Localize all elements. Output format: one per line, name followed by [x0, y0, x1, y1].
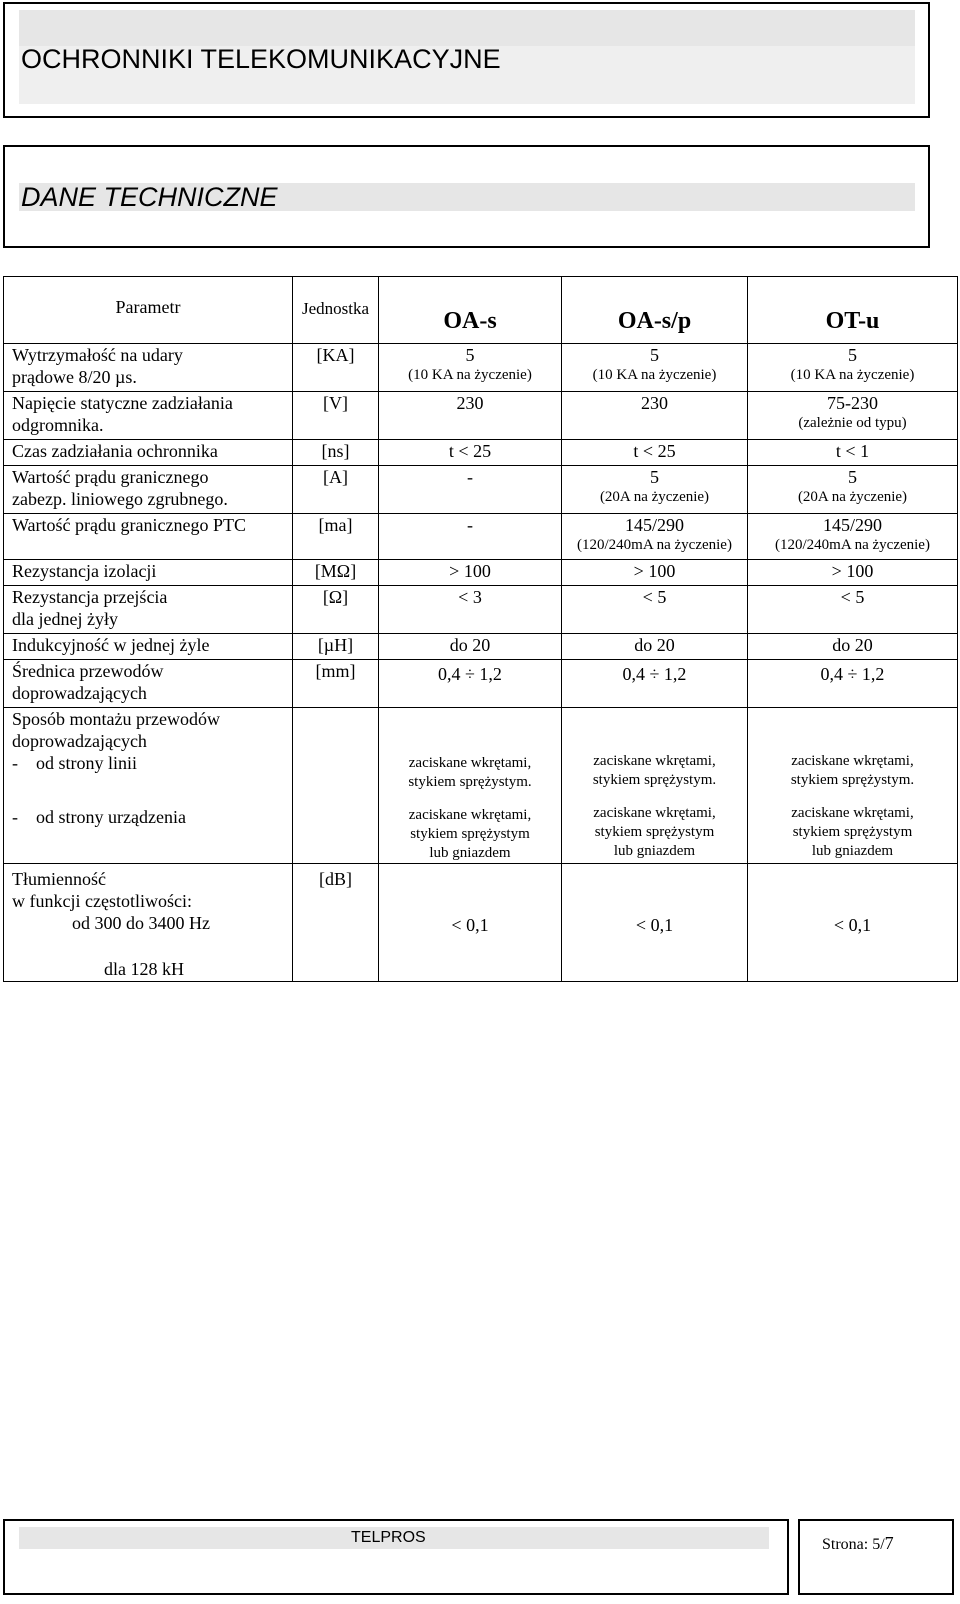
row-label: Średnica przewodów: [12, 661, 164, 681]
note-ot-u: (10 KA na życzenie): [790, 367, 915, 383]
title-band: [19, 10, 915, 46]
row-label: Tłumienność: [12, 869, 106, 889]
header-ot-u: OT-u: [825, 308, 880, 334]
row-unit: [dB]: [319, 869, 352, 889]
table-row: [4, 660, 958, 708]
row-label: Czas zadziałania ochronnika: [12, 441, 218, 461]
page-label: Strona: 5/: [822, 1536, 885, 1553]
value-ot-u: zaciskane wkrętami,: [791, 804, 914, 821]
value-oa-s-p: > 100: [633, 561, 676, 581]
value-oa-s-line2: stykiem sprężystym.: [408, 774, 532, 790]
value-oa-s-p: 5: [650, 467, 659, 487]
note-oa-s-p: (120/240mA na życzenie): [577, 537, 732, 553]
table-row: [4, 864, 958, 982]
value-oa-s-p: zaciskane wkrętami,: [593, 753, 716, 769]
value-oa-s-p-line3: lub gniazdem: [613, 842, 696, 859]
footer-company: TELPROS: [351, 1529, 426, 1546]
table-row: [4, 392, 958, 440]
value-ot-u: 145/290: [822, 515, 882, 535]
value-ot-u-line3: lub gniazdem: [811, 842, 894, 859]
section-title: DANE TECHNICZNE: [21, 182, 278, 212]
note-ot-u: (120/240mA na życzenie): [775, 537, 930, 553]
value-ot-u-line2: stykiem sprężystym.: [790, 772, 915, 788]
value-oa-s-p: do 20: [634, 635, 675, 655]
row-label: Wytrzymałość na udary: [12, 345, 183, 365]
value-oa-s-p: t < 25: [633, 441, 676, 461]
value-ot-u: > 100: [831, 561, 874, 581]
row-label-line2: zabezp. liniowego zgrubnego.: [12, 489, 228, 509]
row-unit: [A]: [323, 467, 348, 487]
row-unit: [ma]: [318, 515, 353, 535]
row-label-line2: doprowadzających: [12, 683, 147, 703]
value-oa-s: -: [467, 467, 473, 487]
value-oa-s: 5: [465, 345, 475, 365]
row-label-line2: prądowe 8/20 µs.: [12, 367, 137, 387]
value-ot-u: do 20: [832, 635, 873, 655]
row-label-line4: dla 128 kH: [104, 959, 184, 979]
table-row: [4, 586, 958, 634]
row-unit: [mm]: [315, 661, 356, 681]
value-oa-s-p-line2: stykiem sprężystym: [594, 823, 715, 840]
row-label-line3: - od strony linii: [12, 753, 137, 773]
value-oa-s: zaciskane wkrętami,: [408, 806, 532, 823]
value-oa-s: t < 25: [448, 441, 492, 461]
value-ot-u: 75-230: [827, 393, 878, 413]
value-oa-s-p: zaciskane wkrętami,: [593, 804, 716, 821]
value-oa-s-p: < 0,1: [635, 915, 674, 935]
row-label: Rezystancja przejścia: [12, 587, 168, 607]
row-label-line2: doprowadzających: [12, 731, 147, 751]
table-row: [4, 560, 958, 586]
table-row: [4, 708, 958, 798]
note-oa-s-p: (20A na życzenie): [599, 489, 710, 505]
table-row: [4, 634, 958, 660]
row-label-line2: odgromnika.: [12, 415, 104, 435]
table-row: [4, 344, 958, 392]
table-header-row: [4, 277, 958, 344]
value-ot-u: 5: [848, 345, 857, 365]
page-total: 7: [884, 1533, 894, 1553]
value-ot-u: 0,4 ÷ 1,2: [820, 664, 885, 684]
note-oa-s: (10 KA na życzenie): [408, 367, 532, 383]
value-oa-s: > 100: [449, 561, 491, 581]
note-oa-s-p: (10 KA na życzenie): [592, 367, 717, 383]
header-jednostka: Jednostka: [301, 299, 370, 318]
value-oa-s-p: 145/290: [624, 515, 684, 535]
header-oa-s: OA-s: [443, 308, 497, 334]
value-oa-s: -: [467, 515, 473, 535]
row-label-line3: od 300 do 3400 Hz: [72, 913, 210, 933]
value-oa-s-p: 230: [641, 393, 668, 413]
value-oa-s: 230: [456, 393, 484, 413]
value-ot-u: < 0,1: [833, 915, 872, 935]
header-oa-s-p: OA-s/p: [617, 308, 692, 334]
value-oa-s: do 20: [449, 635, 491, 655]
note-ot-u: (20A na życzenie): [797, 489, 908, 505]
value-oa-s: 0,4 ÷ 1,2: [438, 664, 502, 684]
document-title: OCHRONNIKI TELEKOMUNIKACYJNE: [21, 44, 501, 74]
row-label: Sposób montażu przewodów: [12, 709, 220, 729]
table-row: [4, 440, 958, 466]
spec-table: [3, 276, 958, 982]
row-label: Indukcyjność w jednej żyle: [12, 635, 210, 655]
table-row: [4, 514, 958, 560]
value-oa-s-p: < 5: [642, 587, 667, 607]
row-label: Napięcie statyczne zadziałania: [12, 393, 233, 413]
table-row: [4, 466, 958, 514]
header-parametr: Parametr: [115, 297, 181, 317]
table-row: [4, 798, 958, 864]
row-label: Wartość prądu granicznego PTC: [12, 515, 246, 535]
value-oa-s: zaciskane wkrętami,: [408, 755, 532, 771]
value-oa-s-p-line2: stykiem sprężystym.: [592, 772, 717, 788]
value-oa-s: < 0,1: [451, 915, 489, 935]
value-ot-u: t < 1: [835, 441, 870, 461]
value-ot-u: 5: [848, 467, 857, 487]
footer-page-box: [798, 1519, 954, 1595]
value-oa-s-p: 5: [650, 345, 659, 365]
section-box: [3, 145, 930, 248]
row-unit: [µH]: [317, 635, 354, 655]
row-label: - od strony urządzenia: [12, 806, 186, 827]
row-unit: [MΩ]: [314, 561, 357, 581]
value-oa-s-line3: lub gniazdem: [429, 844, 511, 861]
row-unit: [Ω]: [322, 587, 349, 607]
row-label-line2: w funkcji częstotliwości:: [12, 891, 192, 911]
footer-company-box: [3, 1519, 789, 1595]
value-oa-s: < 3: [458, 587, 482, 607]
value-oa-s-p: 0,4 ÷ 1,2: [622, 664, 687, 684]
row-unit: [V]: [323, 393, 348, 413]
note-ot-u: (zależnie od typu): [798, 415, 907, 431]
title-box: [3, 2, 930, 118]
row-unit: [ns]: [321, 441, 350, 461]
value-ot-u: zaciskane wkrętami,: [791, 753, 914, 769]
page-number: [822, 1533, 894, 1554]
value-oa-s-line2: stykiem sprężystym: [410, 825, 530, 842]
row-label: Wartość prądu granicznego: [12, 467, 209, 487]
value-ot-u: < 5: [840, 587, 865, 607]
row-label-line2: dla jednej żyły: [12, 609, 118, 629]
value-ot-u-line2: stykiem sprężystym: [792, 823, 913, 840]
row-label: Rezystancja izolacji: [12, 561, 157, 581]
row-unit: [KA]: [316, 345, 355, 365]
